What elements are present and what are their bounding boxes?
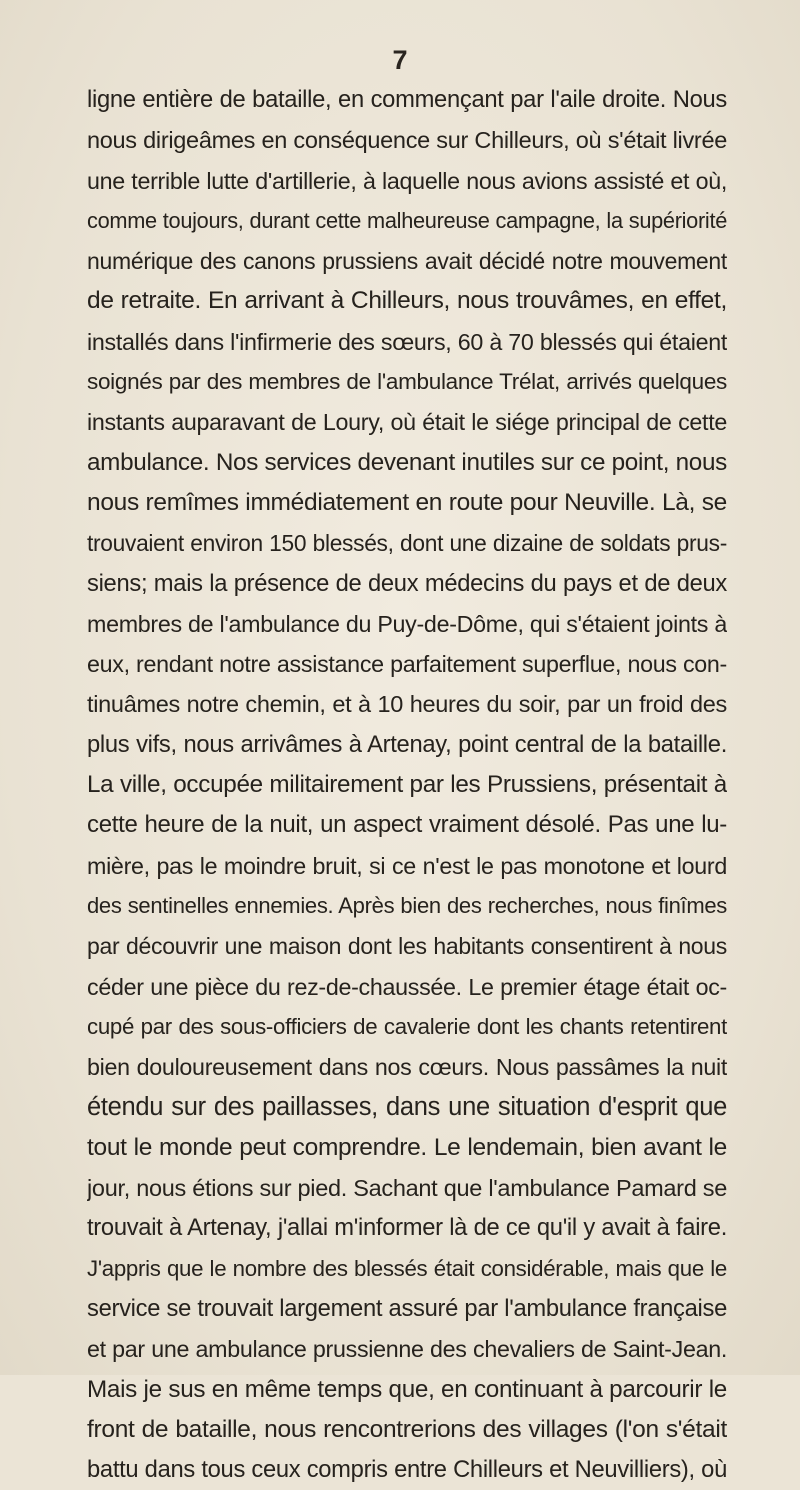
- text-line: par découvrir une maison dont les habitants consentirent à nous: [87, 933, 727, 960]
- page-number: 7: [392, 45, 408, 75]
- text-line: plus vifs, nous arrivâmes à Artenay, point central de la bataille.: [87, 730, 727, 758]
- text-line: des sentinelles ennemies. Après bien des recherches, nous finîmes: [87, 892, 727, 918]
- text-line: jour, nous étions sur pied. Sachant que l'ambulance Pamard se: [87, 1175, 727, 1202]
- text-line: front de bataille, nous rencontrerions des villages (l'on s'était: [87, 1415, 727, 1443]
- text-line: trouvaient environ 150 blessés, dont une dizaine de soldats prus-: [87, 530, 727, 557]
- text-line: ligne entière de bataille, en commençant par l'aile droite. Nous: [87, 86, 727, 113]
- text-line: nous remîmes immédiatement en route pour Neuville. Là, se: [87, 488, 727, 516]
- text-line: tout le monde peut comprendre. Le lendemain, bien avant le: [87, 1133, 727, 1161]
- text-line: comme toujours, durant cette malheureuse campagne, la supériorité: [87, 207, 727, 233]
- text-line: une terrible lutte d'artillerie, à laquelle nous avions assisté et où,: [87, 167, 727, 194]
- text-line: La ville, occupée militairement par les Prussiens, présentait à: [87, 771, 727, 799]
- text-line: céder une pièce du rez-de-chaussée. Le premier étage était oc-: [87, 973, 727, 1000]
- text-line: membres de l'ambulance du Puy-de-Dôme, qui s'étaient joints à: [87, 610, 727, 637]
- text-line: mière, pas le moindre bruit, si ce n'est le pas monotone et lourd: [87, 852, 727, 879]
- text-line: Mais je sus en même temps que, en continuant à parcourir le: [87, 1375, 727, 1403]
- text-line: instants auparavant de Loury, où était le siége principal de cette: [87, 409, 727, 436]
- text-line: tinuâmes notre chemin, et à 10 heures du soir, par un froid des: [87, 691, 727, 718]
- text-line: eux, rendant notre assistance parfaitement superflue, nous con-: [87, 651, 727, 678]
- body-text: [87, 80, 727, 1490]
- text-line: cette heure de la nuit, un aspect vraiment désolé. Pas une lu-: [87, 811, 727, 839]
- text-line: cupé par des sous-officiers de cavalerie dont les chants retentirent: [87, 1013, 727, 1039]
- text-line: bien douloureusement dans nos cœurs. Nous passâmes la nuit: [87, 1054, 727, 1081]
- text-line: service se trouvait largement assuré par l'ambulance française: [87, 1294, 727, 1322]
- text-line: installés dans l'infirmerie des sœurs, 60 à 70 blessés qui étaient: [87, 328, 727, 355]
- text-line: et par une ambulance prussienne des chevaliers de Saint-Jean.: [87, 1336, 727, 1363]
- text-line: numérique des canons prussiens avait décidé notre mouvement: [87, 248, 727, 275]
- text-line: trouvait à Artenay, j'allai m'informer là de ce qu'il y avait à faire.: [87, 1214, 727, 1242]
- text-line: battu dans tous ceux compris entre Chilleurs et Neuvilliers), où: [87, 1456, 727, 1484]
- text-line: soignés par des membres de l'ambulance Trélat, arrivés quelques: [87, 369, 727, 395]
- text-line: ambulance. Nos services devenant inutiles sur ce point, nous: [87, 448, 727, 476]
- text-line: nous dirigeâmes en conséquence sur Chilleurs, où s'était livrée: [87, 127, 727, 154]
- text-line: étendu sur des paillasses, dans une situation d'esprit que: [87, 1093, 727, 1122]
- text-line: siens; mais la présence de deux médecins du pays et de deux: [87, 569, 727, 597]
- text-line: J'appris que le nombre des blessés était considérable, mais que le: [87, 1255, 727, 1281]
- text-line: de retraite. En arrivant à Chilleurs, nous trouvâmes, en effet,: [87, 287, 727, 315]
